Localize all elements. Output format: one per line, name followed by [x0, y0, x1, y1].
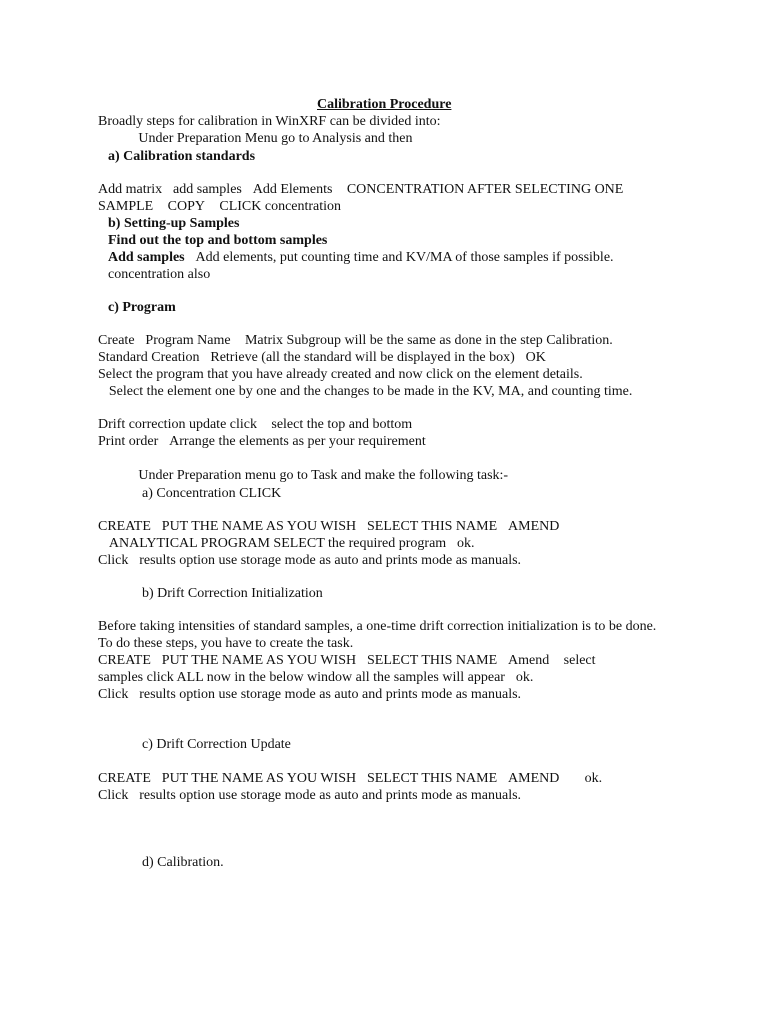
program-line-6: Print order Arrange the elements as per your requirement: [98, 434, 418, 449]
drift-init-line-5: Click results option use storage mode as auto and prints mode as manuals.: [98, 687, 514, 702]
program-line-4: Select the element one by one and the changes to be made in the KV, MA, and counting time.: [98, 384, 622, 399]
concentration-line-3: Click results option use storage mode as auto and prints mode as manuals.: [98, 553, 514, 568]
heading-drift-correction-update: c) Drift Correction Update: [142, 737, 291, 752]
program-line-1: Create Program Name Matrix Subgroup will be the same as done in the step Calibration.: [98, 333, 595, 348]
concentration-line-2: ANALYTICAL PROGRAM SELECT the required program ok.: [98, 536, 457, 551]
heading-calibration: d) Calibration.: [142, 855, 224, 870]
heading-program: c) Program: [108, 300, 176, 315]
heading-drift-correction-initialization: b) Drift Correction Initialization: [142, 586, 323, 601]
page-title: Calibration Procedure: [317, 97, 452, 112]
bullet-analysis: Under Preparation Menu go to Analysis and then: [124, 131, 399, 146]
bullet-task: Under Preparation menu go to Task and make the following task:-: [124, 468, 494, 483]
calibration-standards-line-1: Add matrix add samples Add Elements CONCENTRATION AFTER SELECTING ONE: [98, 182, 597, 197]
drift-init-line-3: CREATE PUT THE NAME AS YOU WISH SELECT THIS NAME Amend select: [98, 653, 562, 668]
setting-up-line-2: [108, 249, 614, 266]
program-line-5: Drift correction update click select the top and bottom: [98, 417, 402, 432]
heading-setting-up-samples: b) Setting-up Samples: [108, 216, 240, 231]
intro-text: Broadly steps for calibration in WinXRF can be divided into:: [98, 114, 441, 129]
setting-up-line-1: Find out the top and bottom samples: [108, 233, 328, 248]
drift-init-line-4: samples click ALL now in the below window all the samples will appear ok.: [98, 670, 526, 685]
add-samples-text: Add elements, put counting time and KV/MA of those samples if possible.: [184, 250, 606, 265]
drift-update-line-1: CREATE PUT THE NAME AS YOU WISH SELECT THIS NAME AMEND ok.: [98, 771, 558, 786]
calibration-standards-line-2: SAMPLE COPY CLICK concentration: [98, 199, 319, 214]
heading-concentration-click: a) Concentration CLICK: [142, 486, 282, 501]
program-line-2: Standard Creation Retrieve (all the standard will be displayed in the box) OK: [98, 350, 532, 365]
program-line-3: Select the program that you have already created and now click on the element details.: [98, 367, 583, 382]
setting-up-line-3: concentration also: [108, 267, 211, 282]
add-samples-label: Add samples: [108, 250, 185, 265]
concentration-line-1: CREATE PUT THE NAME AS YOU WISH SELECT THIS NAME AMEND: [98, 519, 537, 534]
drift-init-line-2: To do these steps, you have to create the task.: [98, 636, 354, 651]
drift-update-line-2: Click results option use storage mode as auto and prints mode as manuals.: [98, 788, 514, 803]
heading-calibration-standards: a) Calibration standards: [108, 149, 256, 164]
drift-init-line-1: Before taking intensities of standard samples, a one-time drift correction initialization is to be done.: [98, 619, 657, 634]
